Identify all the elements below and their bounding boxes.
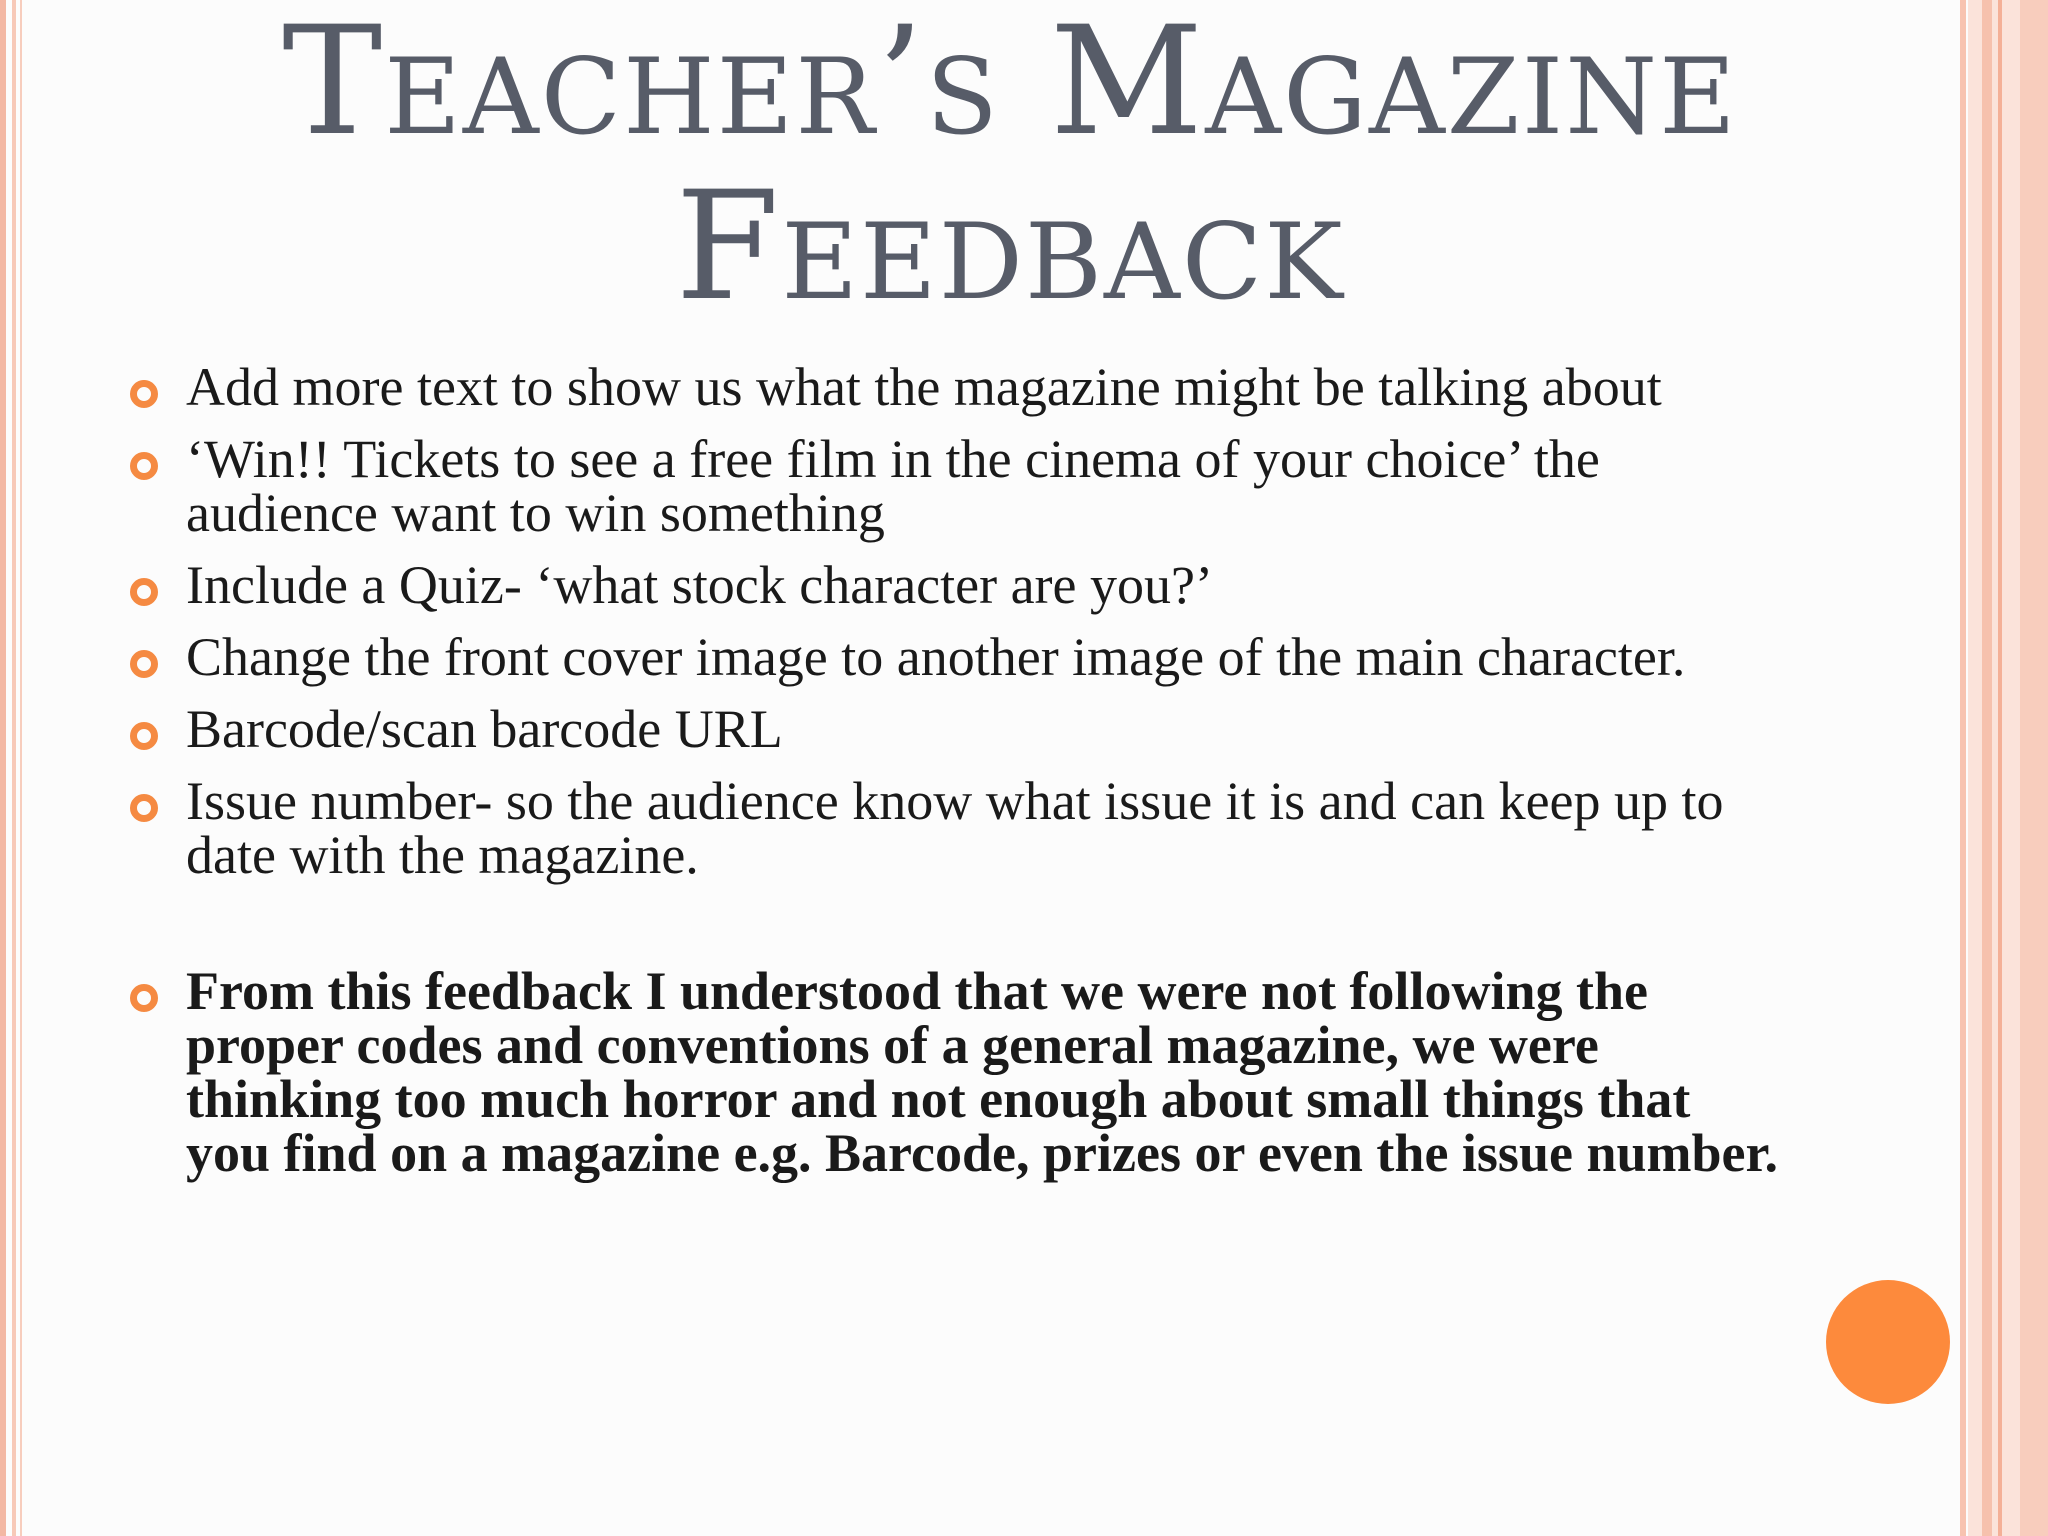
right-border-line <box>2020 0 2048 1536</box>
left-border-line <box>0 0 6 1536</box>
conclusion-item <box>120 961 1780 1183</box>
right-border-line <box>1960 0 1966 1536</box>
right-border-line <box>1998 0 2002 1536</box>
bullet-item <box>120 771 1780 885</box>
bullet-circle-icon <box>130 794 158 822</box>
bullet-text: Change the front cover image to another image of the main character. <box>186 627 1686 687</box>
bullet-text: Barcode/scan barcode URL <box>186 699 783 759</box>
conclusion-text: From this feedback I understood that we were not following the proper codes and conventions of a general magazine, we were thinking too much horror and not enough about small things that you find on a magazine e.g. Barcode, prizes or even the issue number. <box>186 961 1778 1183</box>
bullet-circle-icon <box>130 578 158 606</box>
bullet-circle-icon <box>130 380 158 408</box>
bullet-circle-icon <box>130 452 158 480</box>
title-line-2: Feedback <box>675 160 1345 334</box>
bullet-text: ‘Win!! Tickets to see a free film in the cinema of your choice’ the audience want to win something <box>186 429 1600 543</box>
bullet-circle-icon <box>130 984 158 1012</box>
bullet-text: Issue number- so the audience know what issue it is and can keep up to date with the magazine. <box>186 771 1724 885</box>
bullet-circle-icon <box>130 650 158 678</box>
right-border-line <box>1982 0 1992 1536</box>
bullet-item <box>120 699 1780 759</box>
bullet-text: Add more text to show us what the magazine might be talking about <box>186 357 1662 417</box>
bullet-item <box>120 357 1780 417</box>
left-border-line <box>20 0 22 1536</box>
title-line-1: Teacher’s Magazine <box>282 0 1738 169</box>
bullet-list <box>120 357 1780 1198</box>
bullet-circle-icon <box>130 722 158 750</box>
bullet-item <box>120 627 1780 687</box>
slide-title <box>160 0 1860 334</box>
decorative-orange-circle-icon <box>1826 1280 1950 1404</box>
bullet-text: Include a Quiz- ‘what stock character are you?’ <box>186 555 1213 615</box>
bullet-item <box>120 555 1780 615</box>
left-border-line <box>12 0 16 1536</box>
bullet-item <box>120 429 1780 543</box>
